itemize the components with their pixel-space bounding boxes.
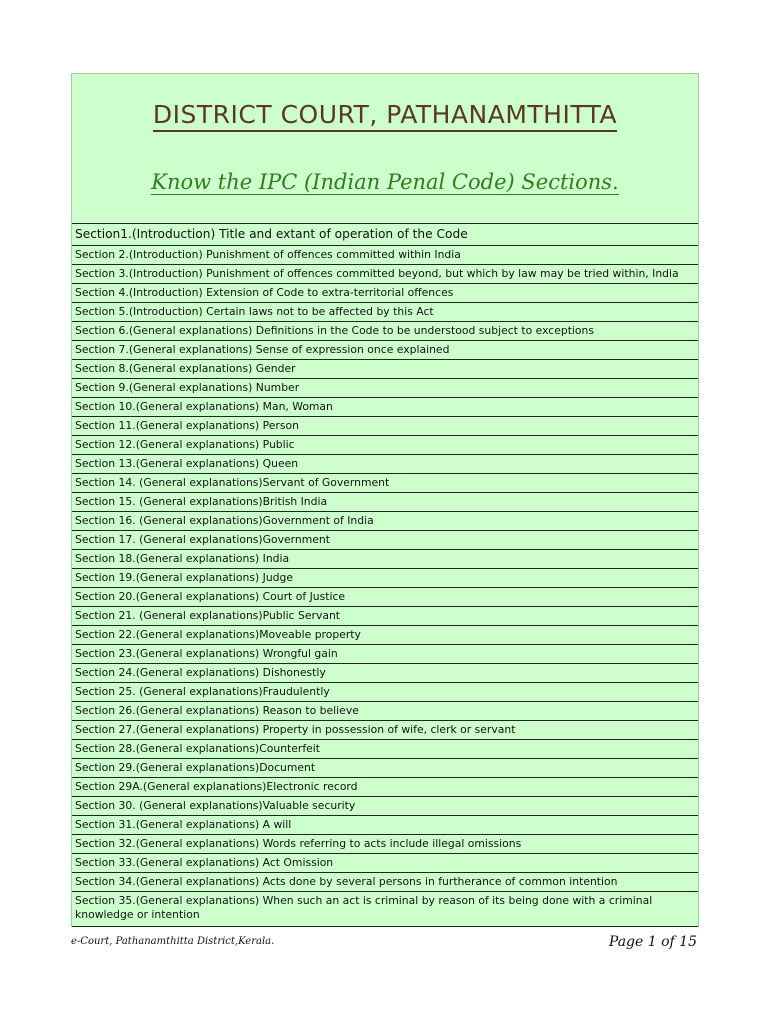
table-row: Section 11.(General explanations) Person — [72, 417, 698, 436]
document-header — [72, 74, 698, 224]
table-row: Section 24.(General explanations) Dishonestly — [72, 664, 698, 683]
sections-table — [72, 224, 698, 927]
table-row: Section 27.(General explanations) Property in possession of wife, clerk or servant — [72, 721, 698, 740]
table-row: Section 14. (General explanations)Servant of Government — [72, 474, 698, 493]
table-row: Section 22.(General explanations)Moveable property — [72, 626, 698, 645]
document-subtitle — [72, 170, 698, 194]
table-row: Section 9.(General explanations) Number — [72, 379, 698, 398]
document-subtitle-text: Know the IPC (Indian Penal Code) Sections. — [151, 170, 619, 194]
table-row: Section 6.(General explanations) Definitions in the Code to be understood subject to exceptions — [72, 322, 698, 341]
footer-source: e-Court, Pathanamthitta District,Kerala. — [71, 936, 275, 947]
table-row: Section 20.(General explanations) Court of Justice — [72, 588, 698, 607]
table-row: Section 16. (General explanations)Government of India — [72, 512, 698, 531]
table-row: Section 31.(General explanations) A will — [72, 816, 698, 835]
table-row: Section 10.(General explanations) Man, Woman — [72, 398, 698, 417]
table-row: Section 21. (General explanations)Public Servant — [72, 607, 698, 626]
table-row: Section 17. (General explanations)Government — [72, 531, 698, 550]
table-row: Section 29.(General explanations)Document — [72, 759, 698, 778]
court-title-text: DISTRICT COURT, PATHANAMTHITTA — [153, 100, 617, 132]
table-row: Section 35.(General explanations) When such an act is criminal by reason of its being done with a criminal knowledge or intention — [72, 892, 698, 927]
table-row: Section 18.(General explanations) India — [72, 550, 698, 569]
table-row: Section 33.(General explanations) Act Omission — [72, 854, 698, 873]
table-row: Section 19.(General explanations) Judge — [72, 569, 698, 588]
table-row: Section 2.(Introduction) Punishment of offences committed within India — [72, 246, 698, 265]
table-row: Section 12.(General explanations) Public — [72, 436, 698, 455]
table-row: Section 32.(General explanations) Words referring to acts include illegal omissions — [72, 835, 698, 854]
document-sheet — [71, 73, 699, 927]
page-number: Page 1 of 15 — [608, 934, 697, 950]
table-row: Section 8.(General explanations) Gender — [72, 360, 698, 379]
table-row: Section 30. (General explanations)Valuable security — [72, 797, 698, 816]
table-row: Section 4.(Introduction) Extension of Code to extra-territorial offences — [72, 284, 698, 303]
table-row: Section 25. (General explanations)Fraudulently — [72, 683, 698, 702]
table-row: Section 23.(General explanations) Wrongful gain — [72, 645, 698, 664]
table-row: Section 3.(Introduction) Punishment of offences committed beyond, but which by law may be tried within, India — [72, 265, 698, 284]
table-row: Section 15. (General explanations)British India — [72, 493, 698, 512]
table-row: Section 28.(General explanations)Counterfeit — [72, 740, 698, 759]
table-row: Section 34.(General explanations) Acts done by several persons in furtherance of common intention — [72, 873, 698, 892]
table-row: Section 29A.(General explanations)Electronic record — [72, 778, 698, 797]
table-row: Section1.(Introduction) Title and extant of operation of the Code — [72, 224, 698, 246]
table-row: Section 13.(General explanations) Queen — [72, 455, 698, 474]
court-title — [72, 100, 698, 129]
table-row: Section 5.(Introduction) Certain laws not to be affected by this Act — [72, 303, 698, 322]
table-row: Section 7.(General explanations) Sense of expression once explained — [72, 341, 698, 360]
table-row: Section 26.(General explanations) Reason to believe — [72, 702, 698, 721]
